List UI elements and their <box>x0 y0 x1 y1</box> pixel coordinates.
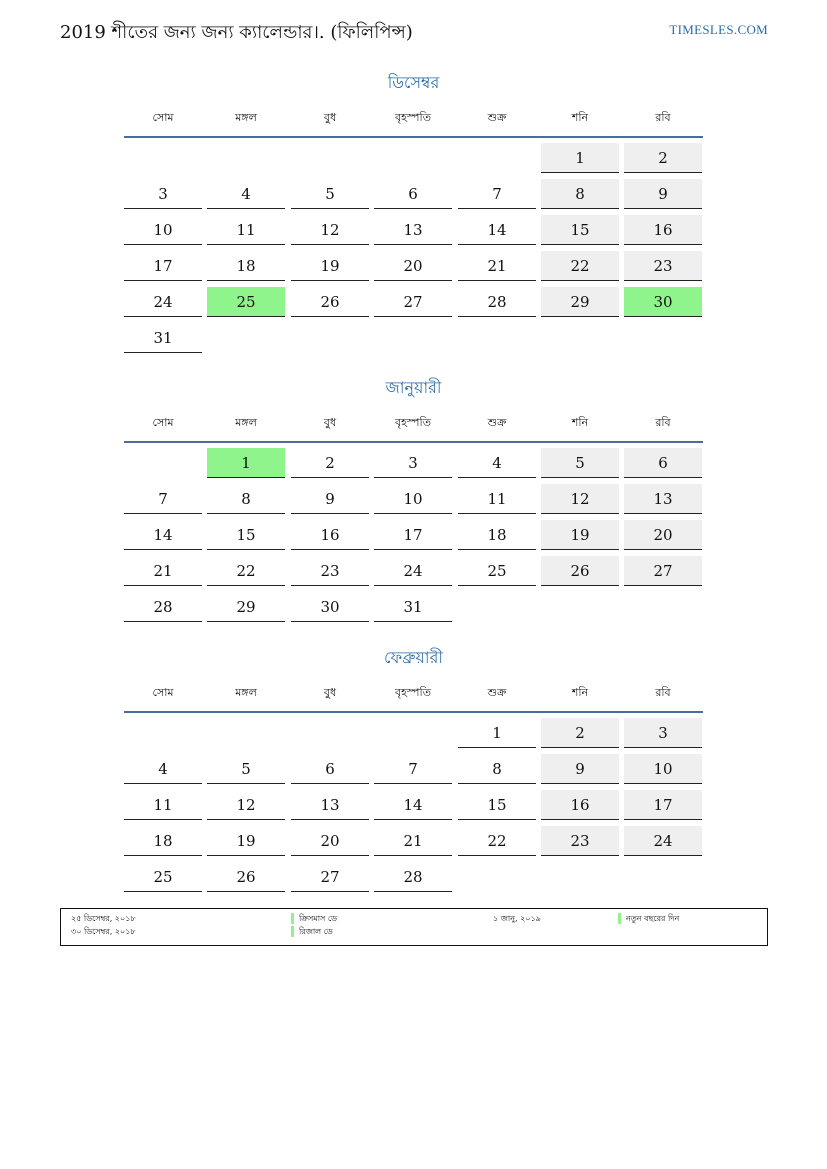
day-cell: 22 <box>541 251 619 281</box>
holiday-legend <box>60 908 768 946</box>
day-cell: 19 <box>291 251 369 281</box>
legend-holiday-name: রিজাল ডে <box>299 927 333 936</box>
day-cell: 16 <box>541 790 619 820</box>
weekday-label: বুধ <box>323 686 337 699</box>
day-cell: 7 <box>374 754 452 784</box>
day-cell: 10 <box>624 754 702 784</box>
weekday-label: মঙ্গল <box>235 416 257 429</box>
day-cell: 3 <box>374 448 452 478</box>
weekday-label: বৃহস্পতি <box>395 686 431 699</box>
weekday-label: সোম <box>152 111 174 124</box>
day-cell: 18 <box>124 826 202 856</box>
day-cell: 8 <box>541 179 619 209</box>
weekday-label: বুধ <box>323 416 337 429</box>
weekday-label: রবি <box>655 416 671 429</box>
legend-date: ২৫ ডিসেম্বর, ২০১৮ <box>71 914 136 923</box>
holiday-marker <box>291 913 294 924</box>
weekday-label: সোম <box>152 686 174 699</box>
day-cell: 6 <box>374 179 452 209</box>
holiday-day-cell: 25 <box>207 287 285 317</box>
holiday-day-cell: 30 <box>624 287 702 317</box>
weekday-label: শনি <box>571 416 589 429</box>
header-rule <box>124 711 703 713</box>
day-cell: 2 <box>624 143 702 173</box>
weekday-label: রবি <box>655 111 671 124</box>
day-cell: 28 <box>374 862 452 892</box>
day-cell: 28 <box>458 287 536 317</box>
day-cell: 13 <box>291 790 369 820</box>
weekday-label: শুক্র <box>487 416 507 429</box>
day-cell: 11 <box>124 790 202 820</box>
day-cell: 10 <box>374 484 452 514</box>
day-cell: 1 <box>541 143 619 173</box>
day-cell: 13 <box>374 215 452 245</box>
day-cell: 4 <box>124 754 202 784</box>
day-cell: 22 <box>458 826 536 856</box>
legend-holiday-name: নতুন বছরের দিন <box>626 914 680 923</box>
day-cell: 12 <box>541 484 619 514</box>
day-cell: 31 <box>374 592 452 622</box>
day-cell: 12 <box>291 215 369 245</box>
day-cell: 14 <box>374 790 452 820</box>
day-cell: 5 <box>291 179 369 209</box>
holiday-marker <box>291 926 294 937</box>
weekday-label: বৃহস্পতি <box>395 416 431 429</box>
legend-holiday-name: ক্রিসমাস ডে <box>299 914 337 923</box>
day-cell: 19 <box>541 520 619 550</box>
day-cell: 9 <box>291 484 369 514</box>
month-title: ডিসেম্বর <box>387 73 440 92</box>
month-title: জানুয়ারী <box>385 378 442 397</box>
weekday-label: মঙ্গল <box>235 686 257 699</box>
day-cell: 6 <box>291 754 369 784</box>
day-cell: 8 <box>207 484 285 514</box>
day-cell: 9 <box>624 179 702 209</box>
weekday-header-row <box>124 109 703 129</box>
day-cell: 7 <box>124 484 202 514</box>
day-cell: 18 <box>207 251 285 281</box>
header-rule <box>124 441 703 443</box>
weekday-label: বুধ <box>323 111 337 124</box>
day-cell: 14 <box>124 520 202 550</box>
day-cell: 29 <box>541 287 619 317</box>
day-cell: 27 <box>374 287 452 317</box>
day-cell: 4 <box>458 448 536 478</box>
day-cell: 15 <box>458 790 536 820</box>
day-cell: 26 <box>541 556 619 586</box>
day-cell: 17 <box>624 790 702 820</box>
day-cell: 1 <box>458 718 536 748</box>
day-cell: 10 <box>124 215 202 245</box>
day-cell: 20 <box>291 826 369 856</box>
day-cell: 13 <box>624 484 702 514</box>
day-cell: 24 <box>624 826 702 856</box>
page-header <box>60 18 768 46</box>
day-cell: 29 <box>207 592 285 622</box>
day-cell: 19 <box>207 826 285 856</box>
day-cell: 28 <box>124 592 202 622</box>
day-cell: 18 <box>458 520 536 550</box>
weekday-label: শুক্র <box>487 111 507 124</box>
holiday-marker <box>618 913 621 924</box>
day-cell: 17 <box>374 520 452 550</box>
month-block <box>124 643 703 943</box>
weekday-label: শুক্র <box>487 686 507 699</box>
page-title: 2019 শীতের জন্য জন্য ক্যালেন্ডার।. (ফিলিপিন্স) <box>60 22 413 43</box>
weekday-label: শনি <box>571 686 589 699</box>
weekday-header-row <box>124 684 703 704</box>
day-cell: 21 <box>124 556 202 586</box>
day-cell: 5 <box>207 754 285 784</box>
day-cell: 23 <box>624 251 702 281</box>
weekday-label: রবি <box>655 686 671 699</box>
day-cell: 11 <box>458 484 536 514</box>
day-cell: 21 <box>458 251 536 281</box>
day-cell: 2 <box>291 448 369 478</box>
day-cell: 30 <box>291 592 369 622</box>
day-cell: 27 <box>624 556 702 586</box>
weekday-header-row <box>124 414 703 434</box>
day-cell: 23 <box>291 556 369 586</box>
day-cell: 25 <box>458 556 536 586</box>
weekday-label: মঙ্গল <box>235 111 257 124</box>
day-cell: 6 <box>624 448 702 478</box>
day-cell: 22 <box>207 556 285 586</box>
day-cell: 16 <box>624 215 702 245</box>
day-cell: 4 <box>207 179 285 209</box>
day-cell: 25 <box>124 862 202 892</box>
site-link[interactable]: TIMESLES.COM <box>669 22 768 37</box>
day-cell: 8 <box>458 754 536 784</box>
day-cell: 12 <box>207 790 285 820</box>
day-cell: 15 <box>541 215 619 245</box>
day-cell: 21 <box>374 826 452 856</box>
weekday-label: শনি <box>571 111 589 124</box>
weekday-label: সোম <box>152 416 174 429</box>
day-cell: 11 <box>207 215 285 245</box>
day-cell: 24 <box>374 556 452 586</box>
legend-date: ৩০ ডিসেম্বর, ২০১৮ <box>71 927 136 936</box>
day-cell: 20 <box>374 251 452 281</box>
day-cell: 3 <box>124 179 202 209</box>
day-cell: 15 <box>207 520 285 550</box>
day-cell: 14 <box>458 215 536 245</box>
day-cell: 7 <box>458 179 536 209</box>
day-cell: 27 <box>291 862 369 892</box>
month-title: ফেব্রুয়ারী <box>384 648 443 667</box>
legend-date: ১ জানু, ২০১৯ <box>493 914 541 923</box>
holiday-day-cell: 1 <box>207 448 285 478</box>
day-cell: 26 <box>207 862 285 892</box>
weekday-label: বৃহস্পতি <box>395 111 431 124</box>
day-cell: 26 <box>291 287 369 317</box>
day-cell: 9 <box>541 754 619 784</box>
month-block <box>124 68 703 368</box>
day-cell: 2 <box>541 718 619 748</box>
day-cell: 17 <box>124 251 202 281</box>
day-cell: 31 <box>124 323 202 353</box>
day-cell: 5 <box>541 448 619 478</box>
day-cell: 23 <box>541 826 619 856</box>
month-block <box>124 373 703 673</box>
day-cell: 3 <box>624 718 702 748</box>
day-cell: 20 <box>624 520 702 550</box>
day-cell: 24 <box>124 287 202 317</box>
day-cell: 16 <box>291 520 369 550</box>
header-rule <box>124 136 703 138</box>
